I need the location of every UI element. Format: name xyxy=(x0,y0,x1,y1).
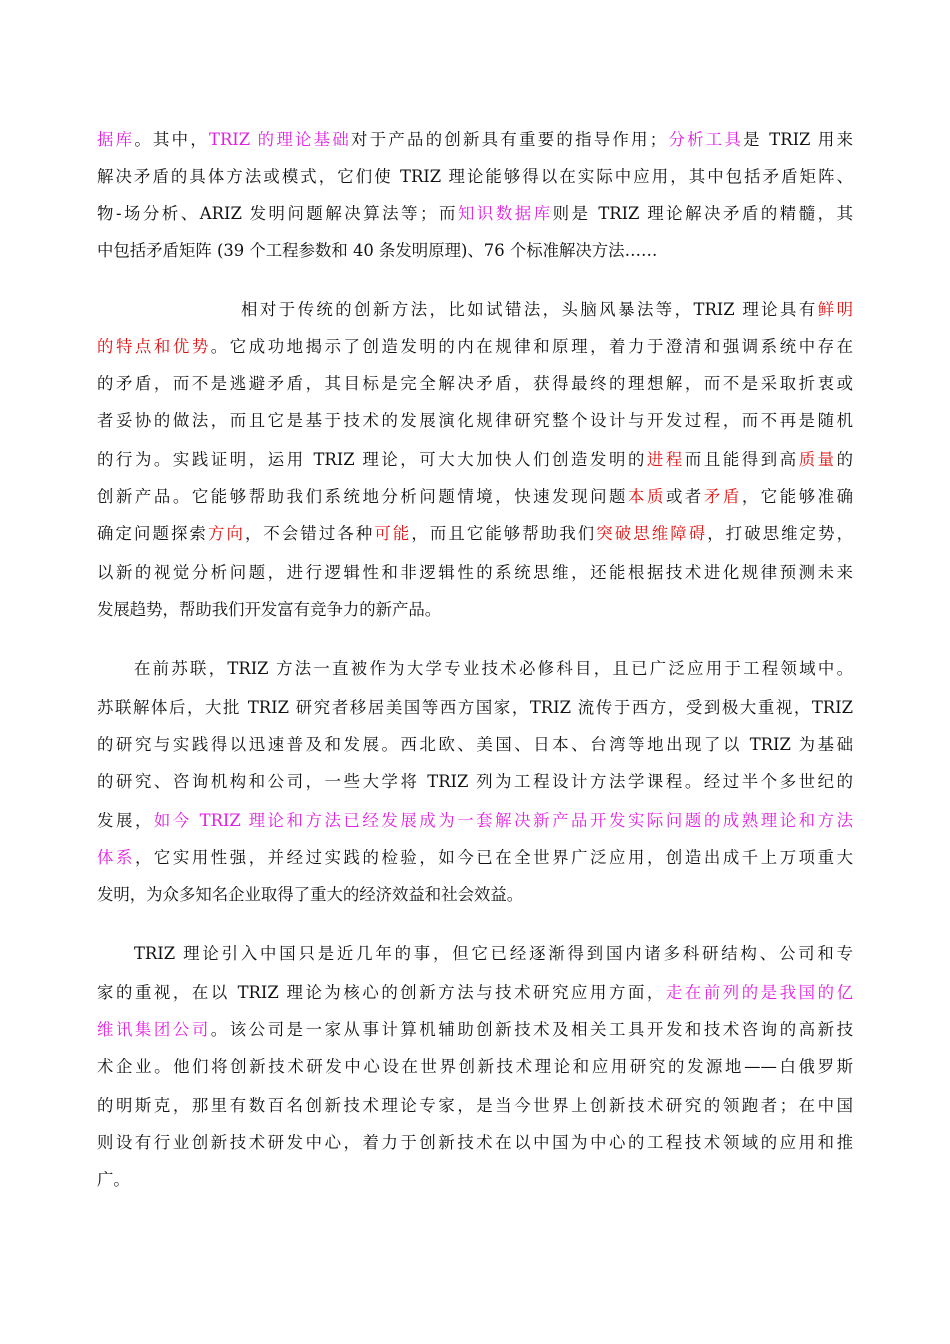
body-text: 。其中， xyxy=(134,130,210,149)
highlight-text: 据库 xyxy=(97,130,135,149)
body-text: 则是 TRIZ 理论解决矛盾的精髓，其 xyxy=(552,204,854,223)
highlight-text: 如今 TRIZ 理论和方法已经发展成为一套解决新产品开发实际问题的成熟理论和方法 xyxy=(153,811,854,830)
body-text: 家的重视，在以 TRIZ 理论为核心的创新方法与技术研究应用方面， xyxy=(97,983,666,1002)
p2-line-2 xyxy=(97,336,853,358)
highlight-text: 进程 xyxy=(646,450,685,469)
p2-line-5 xyxy=(97,449,853,471)
p2-line-3: 的矛盾，而不是逃避矛盾，其目标是完全解决矛盾，获得最终的理想解，而不是采取折衷或 xyxy=(97,374,853,393)
highlight-text: 方向 xyxy=(207,524,245,543)
body-text: 对于产品的创新具有重要的指导作用； xyxy=(351,130,667,149)
body-text: ，而且它能够帮助我们 xyxy=(411,524,597,543)
p2-line-9: 发展趋势，帮助我们开发富有竞争力的新产品。 xyxy=(97,600,442,619)
body-text: 的行为。实践证明，运用 TRIZ 理论，可大大加快人们创造发明的 xyxy=(97,450,647,469)
highlight-text: 本质 xyxy=(628,487,666,506)
body-text: 发展， xyxy=(97,811,154,830)
p1-line-3 xyxy=(97,203,853,225)
p1-line-4: 中包括矛盾矩阵 (39 个工程参数和 40 条发明原理)、76 个标准解决方法…… xyxy=(97,241,658,260)
p3-line-1: 在前苏联，TRIZ 方法一直被作为大学专业技术必修科目，且已广泛应用于工程领域中。 xyxy=(134,659,853,678)
p3-line-7: 发明，为众多知名企业取得了重大的经济效益和社会效益。 xyxy=(97,885,524,904)
highlight-text: 走在前列的是我国的亿 xyxy=(665,983,854,1002)
highlight-text: 体系 xyxy=(97,848,135,867)
p4-line-7: 广。 xyxy=(97,1170,130,1189)
highlight-text: 的特点和优势 xyxy=(97,337,211,356)
p4-line-1: TRIZ 理论引入中国只是近几年的事，但它已经逐渐得到国内诸多科研结构、公司和专 xyxy=(134,944,853,963)
highlight-text: 知识数据库 xyxy=(457,204,553,223)
body-text: ，打破思维定势， xyxy=(707,524,854,543)
highlight-text: 维讯集团公司 xyxy=(97,1020,211,1039)
p1-line-2: 解决矛盾的具体方法或模式，它们使 TRIZ 理论能够得以在实际中应用，其中包括矛盾矩阵、 xyxy=(97,167,853,186)
p4-line-3 xyxy=(97,1019,853,1041)
body-text: ，它能够准确 xyxy=(741,487,854,506)
p4-line-2 xyxy=(97,982,853,1004)
p2-line-7 xyxy=(97,523,853,545)
highlight-text: 突破思维障碍 xyxy=(596,524,708,543)
body-text: 确定问题探索 xyxy=(97,524,208,543)
highlight-text: 分析工具 xyxy=(666,130,744,149)
p2-line-1 xyxy=(241,299,853,321)
p2-line-4: 者妥协的做法，而且它是基于技术的发展演化规律研究整个设计与开发过程，而不再是随机 xyxy=(97,411,853,430)
p3-line-4: 的研究、咨询机构和公司，一些大学将 TRIZ 列为工程设计方法学课程。经过半个多世纪的 xyxy=(97,772,853,791)
highlight-text: 质量 xyxy=(798,450,837,469)
body-text: 创新产品。它能够帮助我们系统地分析问题情境，快速发现问题 xyxy=(97,487,628,506)
p3-line-5 xyxy=(97,810,853,832)
p2-line-8: 以新的视觉分析问题，进行逻辑性和非逻辑性的系统思维，还能根据技术进化规律预测未来 xyxy=(97,563,853,582)
p4-line-4: 术企业。他们将创新技术研发中心设在世界创新技术理论和应用研究的发源地——白俄罗斯 xyxy=(97,1057,853,1076)
p4-line-5: 的明斯克，那里有数百名创新技术理论专家，是当今世界上创新技术研究的领跑者；在中国 xyxy=(97,1096,853,1115)
body-text: ，不会错过各种 xyxy=(244,524,375,543)
highlight-text: 可能 xyxy=(374,524,412,543)
body-text: 。它成功地揭示了创造发明的内在规律和原理，着力于澄清和强调系统中存在 xyxy=(210,337,854,356)
p2-line-6 xyxy=(97,486,853,508)
body-text: ，它实用性强，并经过实践的检验，如今已在全世界广泛应用，创造出成千上万项重大 xyxy=(134,848,854,867)
highlight-text: 矛盾 xyxy=(703,487,742,506)
p3-line-6 xyxy=(97,847,853,869)
p4-line-6: 则设有行业创新技术研发中心，着力于创新技术在以中国为中心的工程技术领域的应用和推 xyxy=(97,1133,853,1152)
highlight-text: 鲜明 xyxy=(817,300,853,319)
body-text: 相对于传统的创新方法，比如试错法，头脑风暴法等，TRIZ 理论具有 xyxy=(241,300,818,319)
body-text: 物-场分析、ARIZ 发明问题解决算法等；而 xyxy=(97,204,458,223)
p1-line-1 xyxy=(97,129,853,151)
body-text: 是 TRIZ 用来 xyxy=(743,130,853,149)
body-text: 。该公司是一家从事计算机辅助创新技术及相关工具开发和技术咨询的高新技 xyxy=(210,1020,854,1039)
p3-line-2: 苏联解体后，大批 TRIZ 研究者移居美国等西方国家，TRIZ 流传于西方，受到极大重视，TRIZ xyxy=(97,698,853,717)
body-text: 的 xyxy=(836,450,854,469)
p3-line-3: 的研究与实践得以迅速普及和发展。西北欧、美国、日本、台湾等地出现了以 TRIZ 为基础 xyxy=(97,735,853,754)
body-text: 而且能得到高 xyxy=(684,450,799,469)
body-text: 或者 xyxy=(665,487,704,506)
highlight-text: TRIZ 的理论基础 xyxy=(209,130,352,149)
